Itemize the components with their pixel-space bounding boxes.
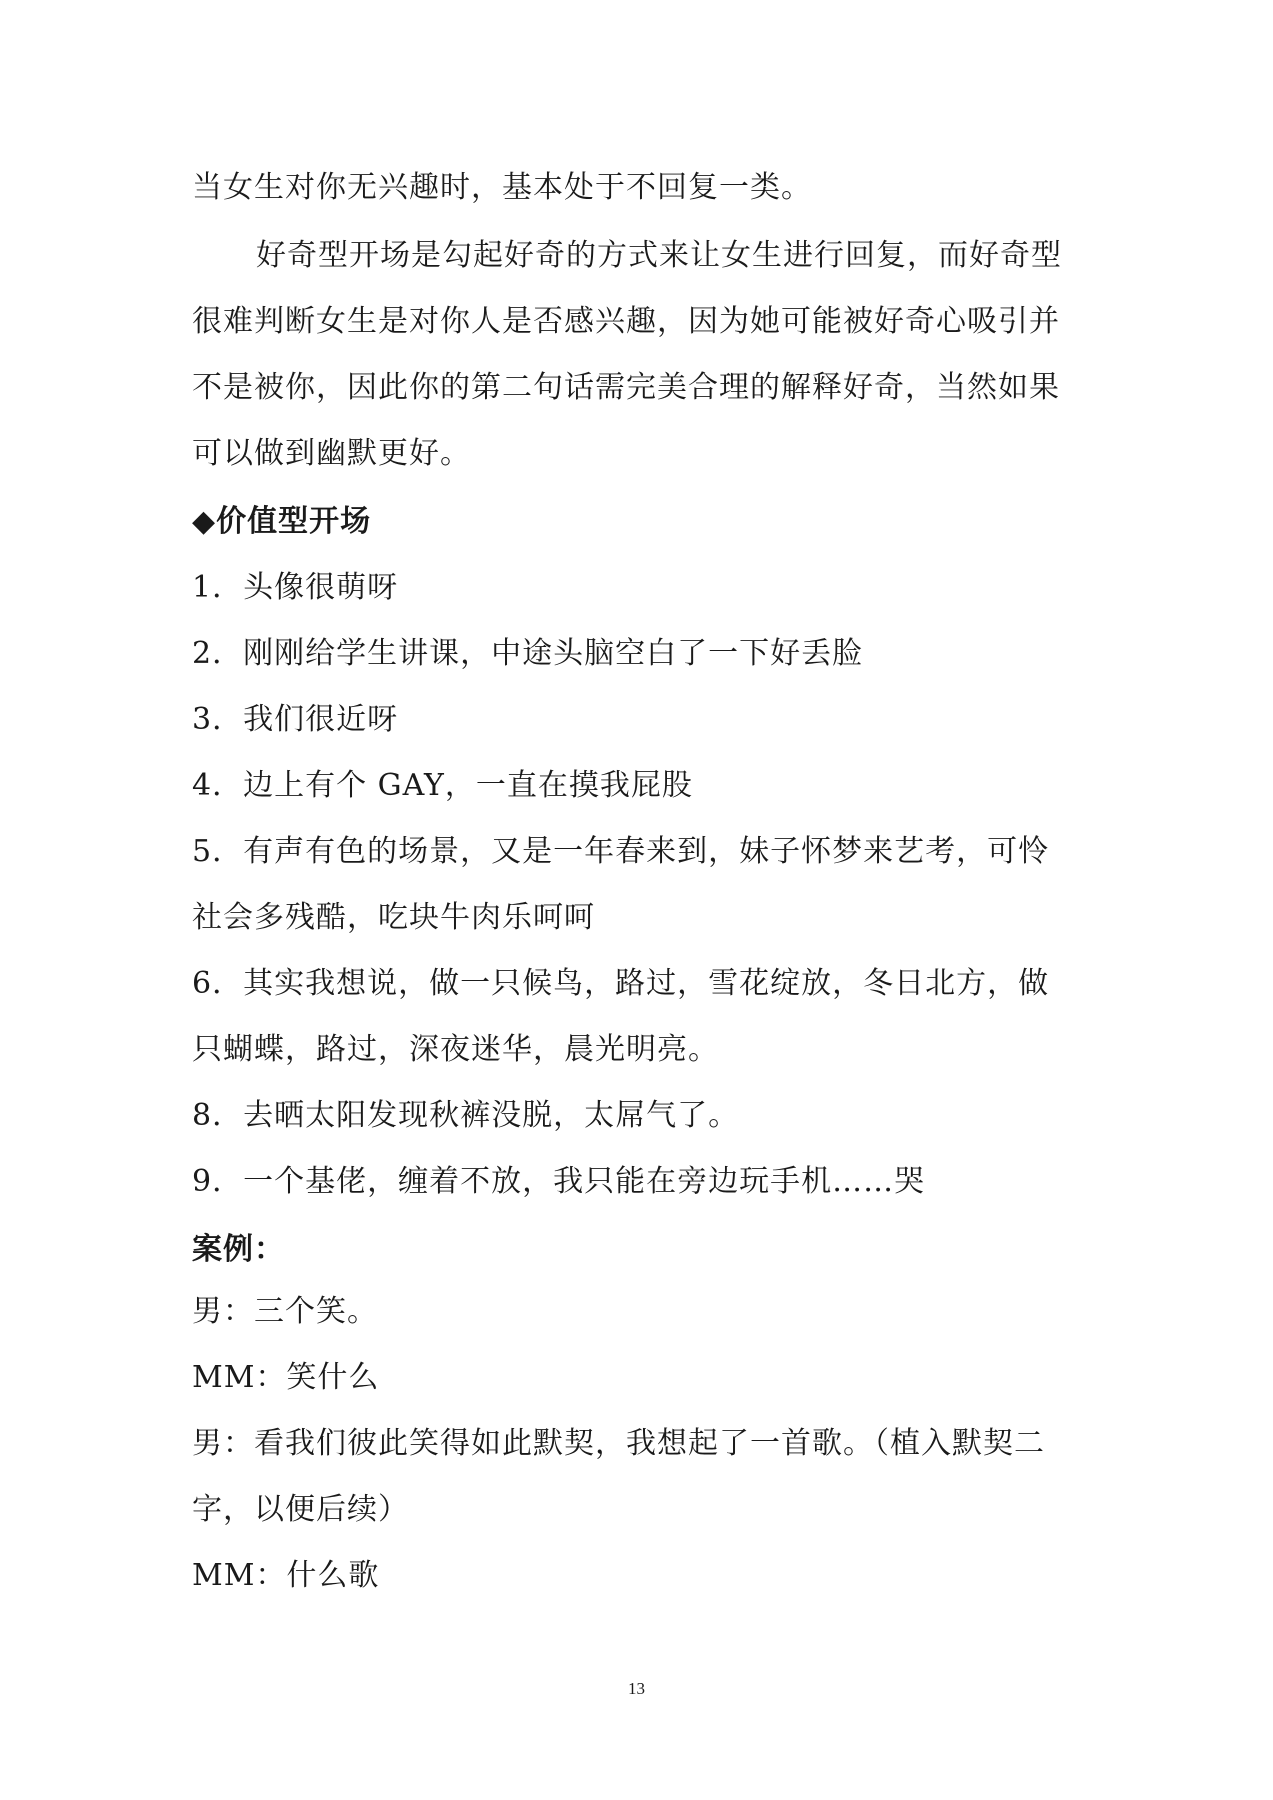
paragraph-line: 很难判断女生是对你人是否感兴趣，因为她可能被好奇心吸引并 [192,304,1060,339]
section-heading: ◆价值型开场 [192,504,372,539]
example-heading: 案例： [192,1232,285,1267]
dialogue-line: 男：三个笑。 [192,1294,378,1329]
list-item-continuation: 社会多残酷，吃块牛肉乐呵呵 [192,900,595,935]
list-item: 9．一个基佬，缠着不放，我只能在旁边玩手机……哭 [192,1164,926,1199]
page-number: 13 [628,1679,645,1698]
intro-line: 当女生对你无兴趣时，基本处于不回复一类。 [192,170,812,205]
list-item: 4．边上有个 GAY，一直在摸我屁股 [192,768,693,803]
list-item: 6．其实我想说，做一只候鸟，路过，雪花绽放，冬日北方，做 [192,966,1050,1001]
dialogue-line-continuation: 字，以便后续） [192,1492,409,1527]
dialogue-line: MM：什么歌 [192,1558,380,1593]
list-item: 2．刚刚给学生讲课，中途头脑空白了一下好丢脸 [192,636,864,671]
dialogue-line: 男：看我们彼此笑得如此默契，我想起了一首歌。（植入默契二 [192,1426,1045,1461]
paragraph-line: 不是被你，因此你的第二句话需完美合理的解释好奇，当然如果 [192,370,1060,405]
list-item: 3．我们很近呀 [192,702,399,737]
paragraph-line: 好奇型开场是勾起好奇的方式来让女生进行回复，而好奇型 [256,238,1062,273]
list-item: 1．头像很萌呀 [192,570,399,605]
list-item: 8．去晒太阳发现秋裤没脱，太屌气了。 [192,1098,740,1133]
list-item: 5．有声有色的场景，又是一年春来到，妹子怀梦来艺考，可怜 [192,834,1050,869]
list-item-continuation: 只蝴蝶，路过，深夜迷华，晨光明亮。 [192,1032,719,1067]
dialogue-line: MM：笑什么 [192,1360,380,1395]
paragraph-line: 可以做到幽默更好。 [192,436,471,471]
